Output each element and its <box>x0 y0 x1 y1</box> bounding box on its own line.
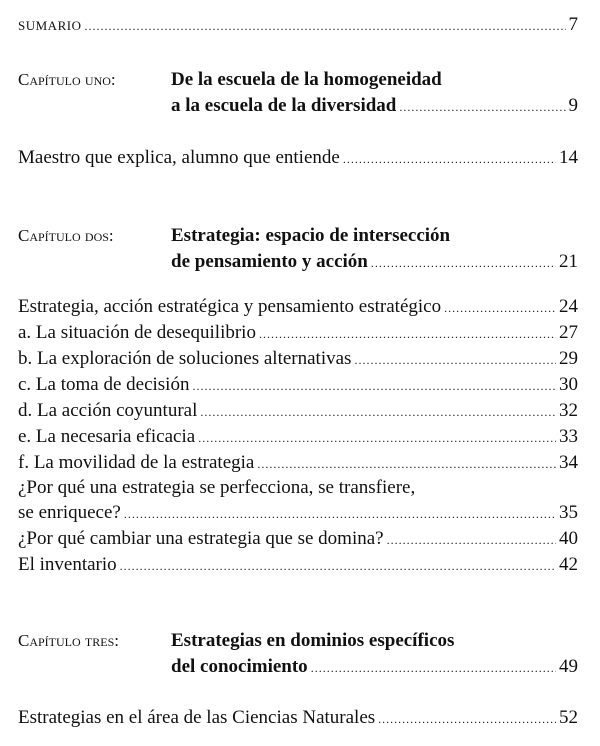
chapter-heading-1-line2 <box>171 95 578 118</box>
toc-entry-sumario <box>18 14 578 37</box>
toc-page-number: 52 <box>559 707 578 728</box>
toc-entry <box>18 296 578 319</box>
chapter-heading-2-line2 <box>171 251 578 274</box>
toc-entry-title: se enriquece? <box>18 502 121 523</box>
toc-entry-title-line1: ¿Por qué una estrategia se perfecciona, se transfiere, <box>18 477 416 498</box>
dot-leader <box>387 528 556 551</box>
toc-page-number: 35 <box>559 502 578 523</box>
toc-page-number: 21 <box>559 251 578 272</box>
dot-leader <box>343 147 556 170</box>
toc-page-number: 49 <box>559 656 578 677</box>
toc-page-number: 34 <box>559 452 578 473</box>
toc-page-number: 14 <box>559 147 578 168</box>
toc-entry <box>18 348 578 371</box>
chapter-heading-1 <box>18 69 578 91</box>
dot-leader <box>444 296 556 319</box>
chapter-title-line2: de pensamiento y acción <box>171 251 368 272</box>
toc-entry <box>18 528 578 551</box>
toc-entry <box>18 707 578 730</box>
dot-leader <box>311 656 556 679</box>
dot-leader <box>192 374 556 397</box>
toc-entry <box>18 502 578 525</box>
toc-entry <box>18 322 578 345</box>
toc-page-number: 30 <box>559 374 578 395</box>
dot-leader <box>120 554 556 577</box>
toc-entry-title: c. La toma de decisión <box>18 374 190 395</box>
toc-entry-title: El inventario <box>18 554 117 575</box>
toc-entry-title: f. La movilidad de la estrategia <box>18 452 255 473</box>
toc-entry <box>18 147 578 170</box>
dot-leader <box>259 322 556 345</box>
toc-page-number: 40 <box>559 528 578 549</box>
toc-entry <box>18 400 578 423</box>
toc-entry-title: a. La situación de desequilibrio <box>18 322 256 343</box>
chapter-label: Capítulo dos: <box>18 226 114 245</box>
toc-entry <box>18 374 578 397</box>
dot-leader <box>257 452 556 475</box>
chapter-title-line1: Estrategia: espacio de intersección <box>171 225 451 246</box>
toc-page-number: 29 <box>559 348 578 369</box>
toc-page-number: 7 <box>568 14 578 35</box>
chapter-label: Capítulo uno: <box>18 70 116 89</box>
chapter-title-line1: De la escuela de la homogeneidad <box>171 69 442 90</box>
toc-entry <box>18 554 578 577</box>
toc-entry-title: e. La necesaria eficacia <box>18 426 196 447</box>
toc-entry <box>18 426 578 449</box>
dot-leader <box>354 348 556 371</box>
dot-leader <box>371 251 556 274</box>
toc-entry <box>18 452 578 475</box>
dot-leader <box>399 95 565 118</box>
dot-leader <box>200 400 556 423</box>
dot-leader <box>198 426 556 449</box>
toc-page-number: 33 <box>559 426 578 447</box>
toc-entry-title: Estrategias en el área de las Ciencias Naturales <box>18 707 376 728</box>
chapter-title-line2: del conocimiento <box>171 656 308 677</box>
toc-page-number: 24 <box>559 296 578 317</box>
chapter-heading-3-line2 <box>171 656 578 679</box>
chapter-title-line1: Estrategias en dominios específicos <box>171 630 455 651</box>
dot-leader <box>84 14 565 37</box>
toc-entry-title: b. La exploración de soluciones alternativas <box>18 348 352 369</box>
chapter-title-line2: a la escuela de la diversidad <box>171 95 397 116</box>
toc-page-number: 42 <box>559 554 578 575</box>
toc-page-number: 27 <box>559 322 578 343</box>
dot-leader <box>378 707 556 730</box>
toc-entry-title: SUMARIO <box>18 18 82 33</box>
chapter-label: Capítulo tres: <box>18 631 119 650</box>
toc-entry-title: Estrategia, acción estratégica y pensamiento estratégico <box>18 296 442 317</box>
toc-page-number: 9 <box>568 95 578 116</box>
chapter-heading-3 <box>18 630 578 652</box>
toc-page-number: 32 <box>559 400 578 421</box>
chapter-heading-2 <box>18 225 578 247</box>
toc-entry-title: ¿Por qué cambiar una estrategia que se domina? <box>18 528 384 549</box>
dot-leader <box>124 502 556 525</box>
toc-entry-title: Maestro que explica, alumno que entiende <box>18 147 340 168</box>
toc-entry-title: d. La acción coyuntural <box>18 400 198 421</box>
